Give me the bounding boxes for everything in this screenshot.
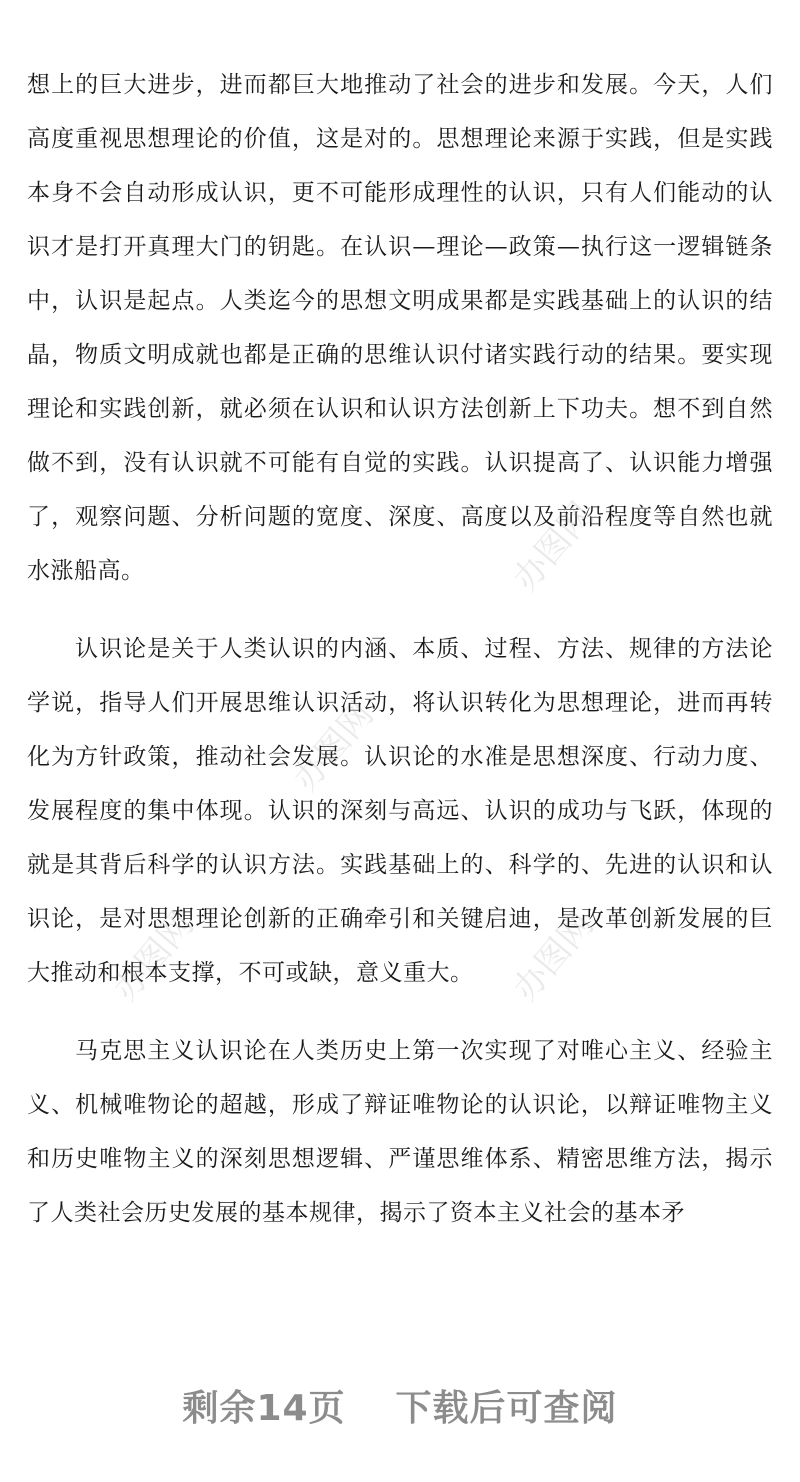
paragraph-gap <box>27 598 773 622</box>
document-body <box>27 58 773 1240</box>
paragraph-1: 想上的巨大进步，进而都巨大地推动了社会的进步和发展。今天，人们高度重视思想理论的价值，这是对的。思想理论来源于实践，但是实践本身不会自动形成认识，更不可能形成理性的认识，只有人们能动的认识才是打开真理大门的钥匙。在认识—理论—政策—执行这一逻辑链条中，认识是起点。人类迄今的思想文明成果都是实践基础上的认识的结晶，物质文明成就也都是正确的思维认识付诸实践行动的结果。要实现理论和实践创新，就必须在认识和认识方法创新上下功夫。想不到自然做不到，没有认识就不可能有自觉的实践。认识提高了、认识能力增强了，观察问题、分析问题的宽度、深度、高度以及前沿程度等自然也就水涨船高。 <box>27 72 773 584</box>
download-banner[interactable] <box>0 1380 800 1431</box>
watermark-logo: 办图网 <box>505 494 602 599</box>
watermark-logo: 办图网 <box>505 904 602 1009</box>
paragraph-3: 马克思主义认识论在人类历史上第一次实现了对唯心主义、经验主义、机械唯物论的超越，形成了辩证唯物论的认识论，以辩证唯物主义和历史唯物主义的深刻思想逻辑、严谨思维体系、精密思维方法，揭示了人类社会历史发展的基本规律，揭示了资本主义社会的基本矛 <box>27 1038 773 1226</box>
watermark-logo: 办图网 <box>285 694 382 799</box>
watermark-logo: 办图网 <box>105 904 202 1009</box>
paragraph-2: 认识论是关于人类认识的内涵、本质、过程、方法、规律的方法论学说，指导人们开展思维认识活动，将认识转化为思想理论，进而再转化为方针政策，推动社会发展。认识论的水准是思想深度、行动力度、发展程度的集中体现。认识的深刻与高远、认识的成功与飞跃，体现的就是其背后科学的认识方法。实践基础上的、科学的、先进的认识和认识论，是对思想理论创新的正确牵引和关键启迪，是改革创新发展的巨大推动和根本支撑，不可或缺，意义重大。 <box>27 636 773 986</box>
paragraph-gap <box>27 1000 773 1024</box>
remaining-pages-label: 剩余14页 <box>182 1388 346 1429</box>
download-prompt-label: 下载后可查阅 <box>395 1388 618 1429</box>
